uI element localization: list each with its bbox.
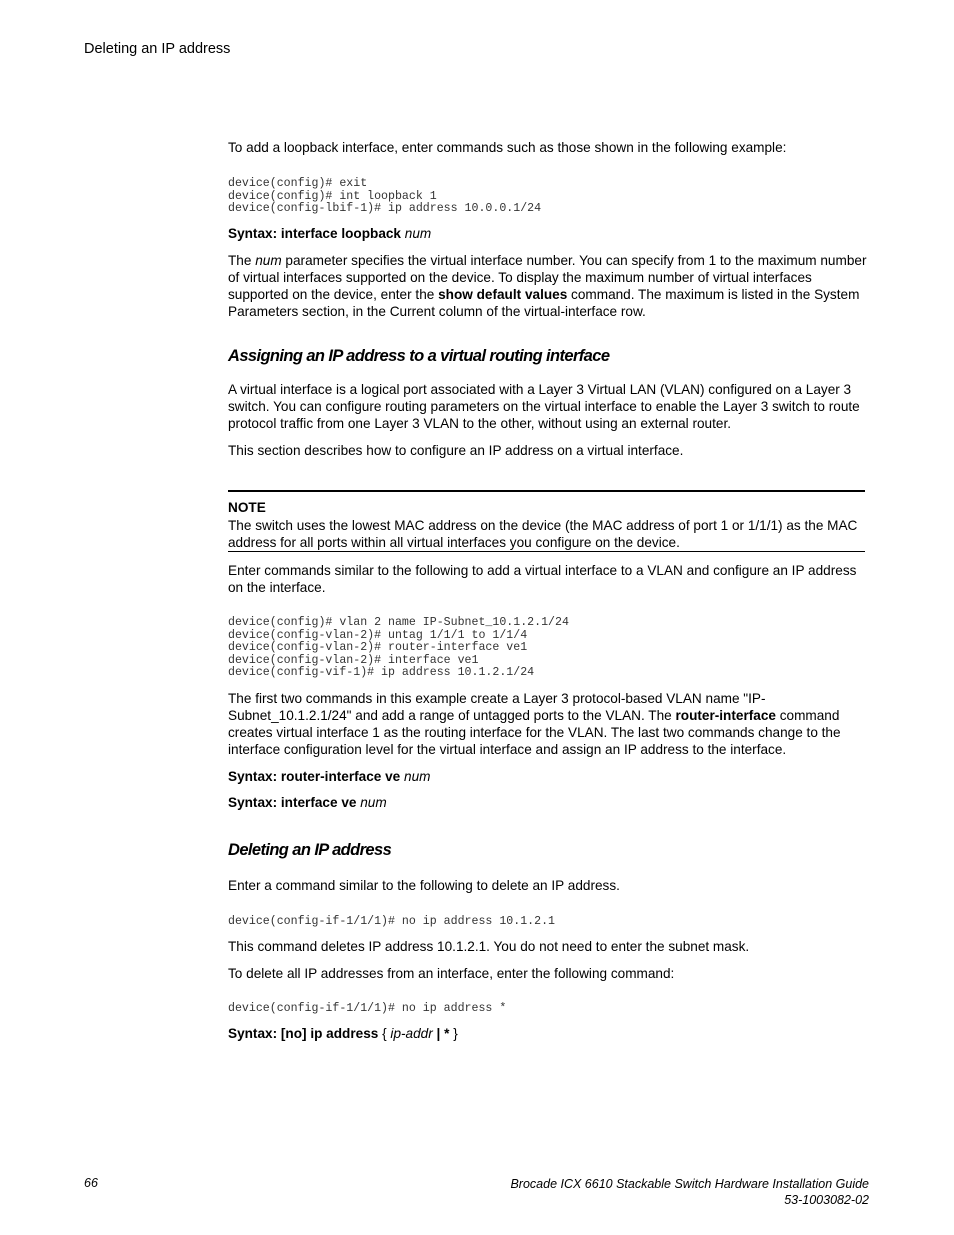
note-label: NOTE [228,500,266,515]
footer-doc-title: Brocade ICX 6610 Stackable Switch Hardware Installation Guide [510,1177,869,1191]
delete-para-3: To delete all IP addresses from an interface, enter the following command: [228,966,675,981]
virtual-para-4: The first two commands in this example create a Layer 3 protocol-based VLAN name "IP-Subnet_10.1.2.1/24" and add a range of untagged ports to the VLAN. The router-interface command creates virtual interface 1 as the routing interface for the VLAN. The last two commands change to the interface configuration level for the virtual interface and assign an IP address to the interface. [228,691,841,757]
delete-syntax: Syntax: [no] ip address { ip-addr | * } [228,1026,458,1041]
footer-doc-info [510,1176,869,1208]
virtual-para-2: This section describes how to configure an IP address on a virtual interface. [228,443,684,458]
virtual-syntax-router-interface: Syntax: router-interface ve num [228,769,431,784]
section-heading-deleting: Deleting an IP address [228,841,392,859]
page-number: 66 [84,1176,98,1190]
virtual-para-1: A virtual interface is a logical port associated with a Layer 3 Virtual LAN (VLAN) configured on a Layer 3 switch. You can configure routing parameters on the virtual interface to enable the Layer 3 switch to route protocol traffic from one Layer 3 VLAN to the other, without using an external router. [228,382,860,431]
delete-code-block-1: device(config-if-1/1/1)# no ip address 10.1.2.1 [228,915,555,928]
virtual-code-block: device(config)# vlan 2 name IP-Subnet_10.1.2.1/24 device(config-vlan-2)# untag 1/1/1 to 1/1/4 device(config-vlan-2)# router-interface ve1 device(config-vlan-2)# interface ve1 device(config-vif-1)# ip address 10.1.2.1/24 [228,616,569,679]
delete-para-2: This command deletes IP address 10.1.2.1. You do not need to enter the subnet mask. [228,939,750,954]
note-top-rule [228,490,865,492]
virtual-para-3: Enter commands similar to the following to add a virtual interface to a VLAN and configure an IP address on the interface. [228,563,857,595]
note-bottom-rule [228,551,865,552]
note-text: The switch uses the lowest MAC address on the device (the MAC address of port 1 or 1/1/1) as the MAC address for all ports within all virtual interfaces you configure on the device. [228,518,858,550]
loopback-code-block: device(config)# exit device(config)# int loopback 1 device(config-lbif-1)# ip address 10.0.0.1/24 [228,177,542,215]
footer-doc-number: 53-1003082-02 [784,1193,869,1207]
section-heading-virtual-interface: Assigning an IP address to a virtual routing interface [228,347,610,365]
loopback-syntax: Syntax: interface loopback num [228,226,432,241]
loopback-description: The num parameter specifies the virtual interface number. You can specify from 1 to the maximum number of virtual interfaces supported on the device. To display the maximum number of virtual interfaces supported on the device, enter the show default values command. The maximum is listed in the System Parameters section, in the Current column of the virtual-interface row. [228,253,867,319]
virtual-syntax-interface-ve: Syntax: interface ve num [228,795,387,810]
loopback-intro: To add a loopback interface, enter commands such as those shown in the following example: [228,140,787,155]
delete-para-1: Enter a command similar to the following to delete an IP address. [228,878,620,893]
running-header: Deleting an IP address [84,41,231,57]
delete-code-block-2: device(config-if-1/1/1)# no ip address * [228,1002,507,1015]
